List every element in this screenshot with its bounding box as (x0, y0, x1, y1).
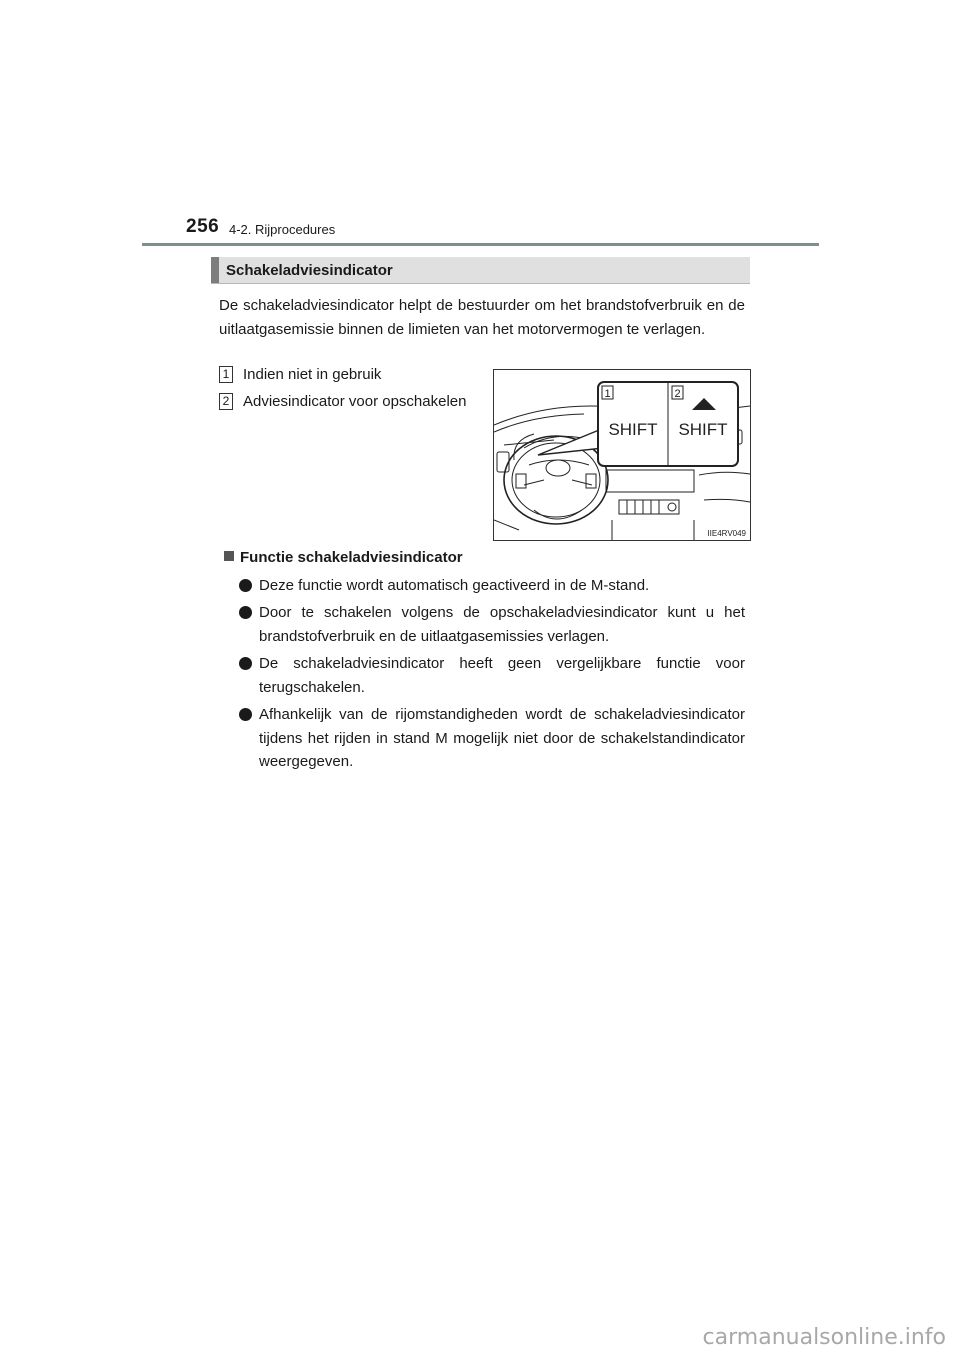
bullet-dot-icon (239, 606, 252, 619)
figure-code: IIE4RV049 (707, 529, 746, 538)
dashboard-illustration (493, 369, 751, 541)
section-heading-bar (211, 257, 750, 284)
callout-number-2: 2 (674, 388, 681, 400)
chapter-title: 4-2. Rijprocedures (229, 222, 336, 237)
bullet-dot-icon (239, 657, 252, 670)
callout-number-1: 1 (604, 388, 611, 400)
section-heading-accent (211, 257, 219, 283)
subsection-heading (224, 549, 463, 566)
bullet-dot-icon (239, 579, 252, 592)
square-bullet-icon (224, 551, 234, 561)
bullet-text: De schakeladviesindicator heeft geen vergelijkbare functie voor terugschakelen. (259, 655, 745, 696)
site-watermark: carmanualsonline.info (702, 1325, 946, 1350)
shift-label-active: SHIFT (678, 420, 728, 439)
dashboard-drawing (494, 370, 750, 540)
section-title: Schakeladviesindicator (226, 262, 393, 279)
bullet-dot-icon (239, 708, 252, 721)
bullet-text: Door te schakelen volgens de opschakeladviesindicator kunt u het brandstofverbruik en de uitlaatgasemissies verlagen. (259, 604, 745, 645)
legend-number-box: 2 (219, 393, 233, 410)
legend-text: Indien niet in gebruik (243, 366, 382, 383)
bullet-text: Deze functie wordt automatisch geactiveerd in de M-stand. (259, 577, 650, 594)
shift-label-inactive: SHIFT (608, 420, 658, 439)
bullet-text: Afhankelijk van de rijomstandigheden wordt de schakeladviesindicator tijdens het rijden in stand M mogelijk niet door de schakelstandindicator weergegeven. (259, 706, 745, 770)
legend-number-box: 1 (219, 366, 233, 383)
subsection-title: Functie schakeladviesindicator (240, 549, 463, 566)
legend-text: Adviesindicator voor opschakelen (243, 393, 467, 410)
page-number: 256 (186, 216, 220, 237)
intro-paragraph: De schakeladviesindicator helpt de bestuurder om het brandstofverbruik en de uitlaatgasemissie binnen de limieten van het motorvermogen te verlagen. (219, 297, 745, 338)
header-rule (142, 243, 819, 246)
